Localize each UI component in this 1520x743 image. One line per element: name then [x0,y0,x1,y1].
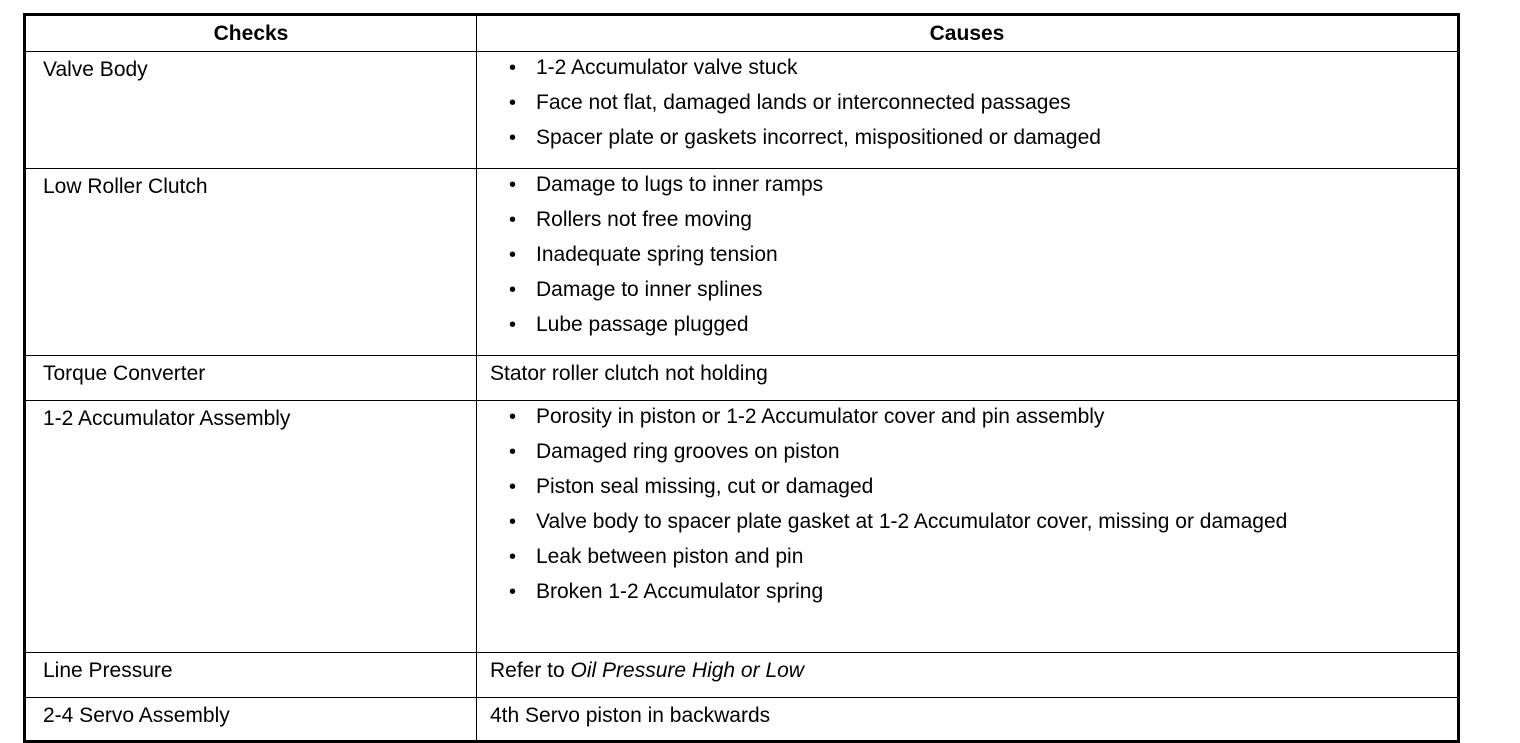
cause-text: Damage to lugs to inner ramps [536,173,824,196]
bullet-icon: • [509,244,517,266]
bullet-icon: • [509,209,517,231]
cause-text: Broken 1-2 Accumulator spring [536,580,824,603]
causes-cell: 4th Servo piston in backwards [477,698,1458,741]
cause-text: Inadequate spring tension [536,243,778,266]
cause-text: Porosity in piston or 1-2 Accumulator cover and pin assembly [536,405,1105,428]
bullet-icon: • [509,279,517,301]
cause-item [509,475,1457,499]
bullet-icon: • [509,476,517,498]
bullet-icon: • [509,314,517,336]
table-header-row [26,16,1458,52]
check-cell: Torque Converter [26,356,477,401]
header-checks: Checks [26,16,477,52]
check-cell: Low Roller Clutch [26,169,477,356]
cause-item [509,278,1457,302]
cause-item [509,545,1457,569]
cause-item [509,405,1457,429]
causes-list [477,169,1457,345]
bullet-icon: • [509,92,517,114]
bullet-icon: • [509,546,517,568]
cause-item [509,313,1457,337]
check-cell: Valve Body [26,52,477,169]
cause-text: Damaged ring grooves on piston [536,440,840,463]
cause-text: Spacer plate or gaskets incorrect, mispositioned or damaged [536,126,1101,149]
causes-cell [477,169,1458,356]
check-cell: Line Pressure [26,653,477,698]
table-row [26,401,1458,653]
diagnosis-table [23,13,1460,743]
causes-cell [477,401,1458,653]
bullet-icon: • [509,441,517,463]
bullet-icon: • [509,127,517,149]
cause-item [509,56,1457,80]
table-row [26,356,1458,401]
cause-item [509,440,1457,464]
cause-text: Valve body to spacer plate gasket at 1-2 Accumulator cover, missing or damaged [536,510,1288,533]
table-row [26,169,1458,356]
bullet-icon: • [509,581,517,603]
refer-to-text: Refer to [490,659,571,682]
causes-cell: Stator roller clutch not holding [477,356,1458,401]
table-row [26,698,1458,741]
header-causes: Causes [477,16,1458,52]
table-row [26,653,1458,698]
causes-list [477,52,1457,158]
table-row [26,52,1458,169]
causes-cell [477,52,1458,169]
cause-text: Lube passage plugged [536,313,749,336]
bullet-icon: • [509,174,517,196]
cause-item [509,243,1457,267]
bullet-icon: • [509,511,517,533]
cause-text: Damage to inner splines [536,278,763,301]
checks-causes-table [25,15,1458,741]
check-cell: 2-4 Servo Assembly [26,698,477,741]
cause-item [509,580,1457,604]
cause-item [509,126,1457,150]
oil-pressure-reference: Oil Pressure High or Low [570,659,804,682]
cause-text: Leak between piston and pin [536,545,804,568]
cause-item [509,91,1457,115]
bullet-icon: • [509,57,517,79]
cause-text: 1-2 Accumulator valve stuck [536,56,798,79]
cause-text: Face not flat, damaged lands or interconnected passages [536,91,1071,114]
cause-item [509,208,1457,232]
cause-text: Rollers not free moving [536,208,752,231]
check-cell: 1-2 Accumulator Assembly [26,401,477,653]
cause-text: Piston seal missing, cut or damaged [536,475,874,498]
bullet-icon: • [509,406,517,428]
causes-cell [477,653,1458,698]
causes-list [477,401,1457,612]
cause-item [509,510,1457,534]
cause-item [509,173,1457,197]
